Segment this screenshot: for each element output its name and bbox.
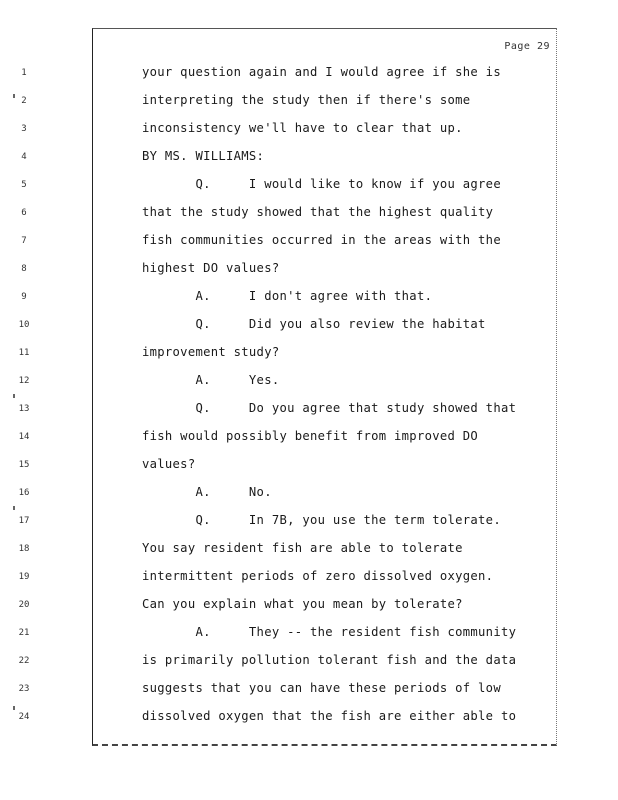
scan-speck [13,94,15,98]
transcript-line [18,569,558,589]
page-number: Page 29 [504,41,550,52]
line-number: 1 [21,68,27,78]
transcript-line [18,317,558,337]
transcript-line [18,709,558,729]
line-text: Q. I would like to know if you agree [142,177,501,191]
line-text: A. Yes. [142,373,280,387]
line-text: Q. Did you also review the habitat [142,317,486,331]
line-text: Can you explain what you mean by tolerate? [142,597,463,611]
line-text: A. I don't agree with that. [142,289,433,303]
transcript-line [18,541,558,561]
line-text: highest DO values? [142,261,280,275]
transcript-line [18,457,558,477]
transcript-line [21,177,558,197]
transcript-line [21,205,558,225]
line-text: fish communities occurred in the areas with the [142,233,501,247]
line-number: 23 [18,684,30,694]
scan-speck [13,706,15,710]
line-number: 10 [18,320,30,330]
line-number: 22 [18,656,30,666]
scan-speck [13,506,15,510]
line-number: 13 [18,404,30,414]
transcript-line [18,429,558,449]
line-text: You say resident fish are able to tolerate [142,541,463,555]
line-number: 6 [21,208,27,218]
line-number: 19 [18,572,30,582]
line-number: 4 [21,152,27,162]
line-number: 11 [18,348,30,358]
line-number: 7 [21,236,27,246]
line-text: BY MS. WILLIAMS: [142,149,265,163]
line-text: Q. Do you agree that study showed that [142,401,517,415]
transcript-line [21,233,558,253]
line-number: 9 [21,292,27,302]
line-text: improvement study? [142,345,280,359]
transcript-line [21,93,558,113]
transcript-line [18,345,558,365]
line-text: that the study showed that the highest quality [142,205,494,219]
transcript-line [21,121,558,141]
line-number: 24 [18,712,30,722]
scan-speck [13,394,15,398]
line-number: 2 [21,96,27,106]
line-text: A. No. [142,485,272,499]
line-text: dissolved oxygen that the fish are either able to [142,709,517,723]
transcript-line [18,681,558,701]
line-number: 20 [18,600,30,610]
transcript-line [21,149,558,169]
transcript-line [21,261,558,281]
transcript-line [18,373,558,393]
line-number: 17 [18,516,30,526]
transcript-line [18,625,558,645]
transcript-line [18,485,558,505]
line-number: 8 [21,264,27,274]
transcript-page [18,28,557,746]
transcript-line [21,289,558,309]
line-number: 18 [18,544,30,554]
transcript-line [18,401,558,421]
line-text: A. They -- the resident fish community [142,625,517,639]
line-text: Q. In 7B, you use the term tolerate. [142,513,501,527]
transcript-line [21,65,558,85]
line-text: your question again and I would agree if she is [142,65,501,79]
line-text: interpreting the study then if there's some [142,93,471,107]
line-text: suggests that you can have these periods of low [142,681,501,695]
line-text: values? [142,457,196,471]
line-number: 14 [18,432,30,442]
line-number: 5 [21,180,27,190]
transcript-line [18,653,558,673]
line-number: 21 [18,628,30,638]
line-number: 12 [18,376,30,386]
transcript-line [18,597,558,617]
line-text: is primarily pollution tolerant fish and the data [142,653,517,667]
transcript-line [18,513,558,533]
line-number: 3 [21,124,27,134]
line-text: intermittent periods of zero dissolved oxygen. [142,569,494,583]
line-number: 16 [18,488,30,498]
line-text: inconsistency we'll have to clear that up. [142,121,463,135]
line-text: fish would possibly benefit from improved DO [142,429,479,443]
line-number: 15 [18,460,30,470]
